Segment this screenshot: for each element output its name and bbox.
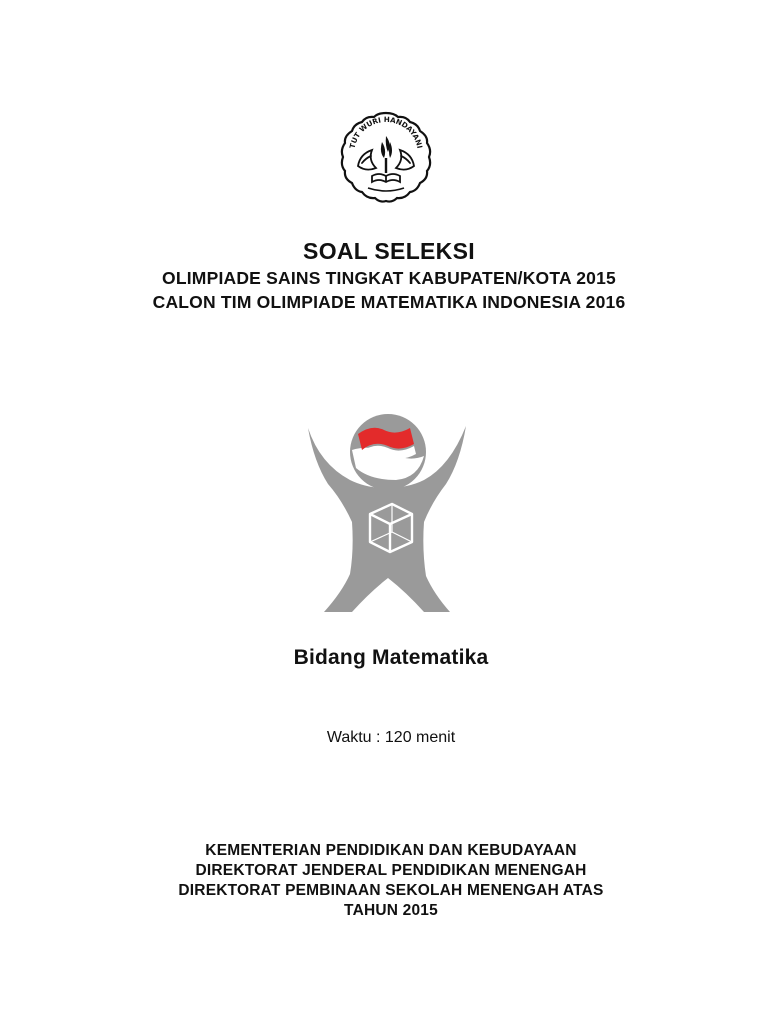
ministry-block — [0, 841, 768, 921]
subtitle-line-1: OLIMPIADE SAINS TINGKAT KABUPATEN/KOTA 2015 — [162, 268, 616, 288]
ministry-line-1: KEMENTERIAN PENDIDIKAN DAN KEBUDAYAAN — [205, 842, 577, 859]
document-title: SOAL SELEKSI — [303, 238, 475, 264]
time-allotment — [0, 729, 768, 747]
subtitle-line-2: CALON TIM OLIMPIADE MATEMATIKA INDONESIA 2016 — [152, 292, 626, 312]
title-block — [0, 236, 768, 314]
subject-field-text: Bidang Matematika — [293, 646, 489, 669]
ministry-year: TAHUN 2015 — [344, 902, 438, 919]
osn-olympiad-logo — [300, 410, 472, 615]
ministry-line-2: DIREKTORAT JENDERAL PENDIDIKAN MENENGAH — [195, 862, 587, 879]
time-allotment-text: Waktu : 120 menit — [326, 729, 456, 746]
emblem-inscription: TUT WURI HANDAYANI — [347, 114, 425, 150]
tut-wuri-handayani-emblem — [338, 110, 434, 204]
subject-field — [0, 646, 768, 670]
ministry-line-3: DIREKTORAT PEMBINAAN SEKOLAH MENENGAH ATAS — [178, 882, 604, 899]
